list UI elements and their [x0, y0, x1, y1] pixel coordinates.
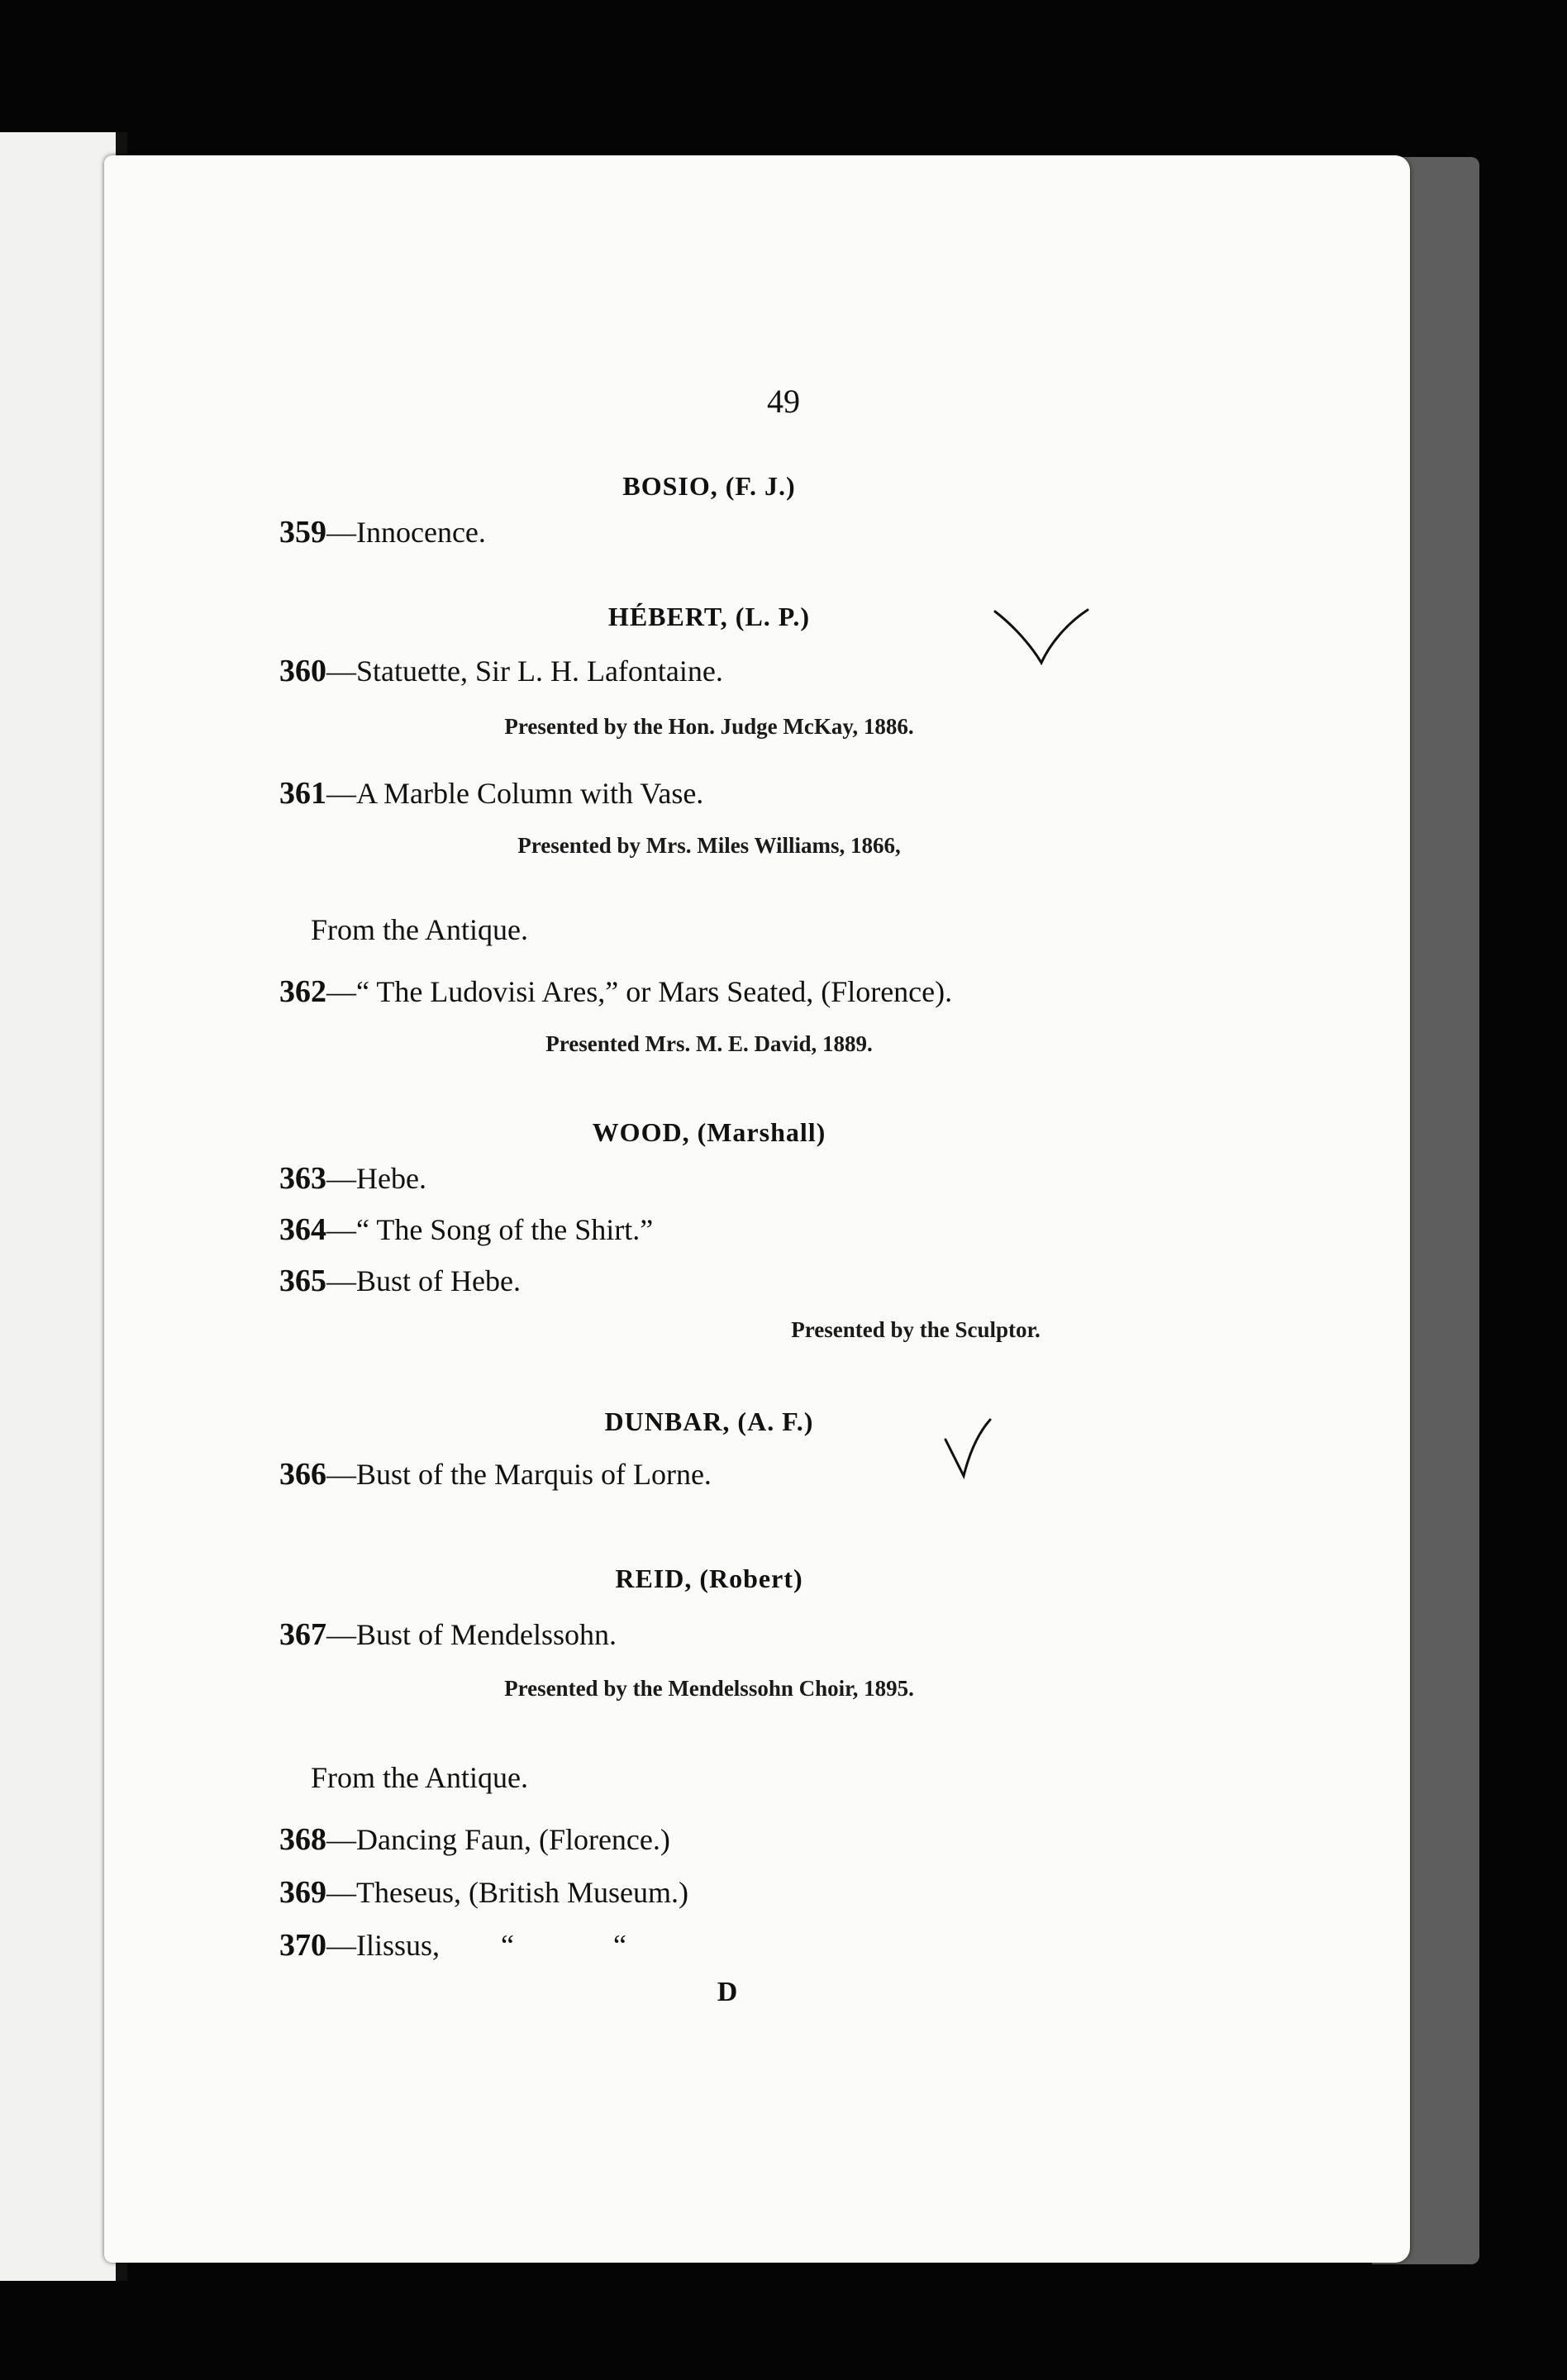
- provenance-note: Presented Mrs. M. E. David, 1889.: [545, 1031, 873, 1056]
- provenance-note: Presented by the Hon. Judge McKay, 1886.: [504, 714, 914, 739]
- entry-368: [279, 1821, 670, 1858]
- provenance-note: Presented by the Mendelssohn Choir, 1895.: [504, 1676, 914, 1701]
- entry-title: —Theseus, (British Museum.): [326, 1876, 688, 1909]
- entry-361: [279, 775, 703, 812]
- entry-362: [279, 973, 952, 1010]
- entry-title: —Statuette, Sir L. H. Lafontaine.: [326, 654, 723, 688]
- entry-title: —Innocence.: [326, 516, 486, 549]
- entry-359: [279, 514, 486, 550]
- provenance-note: Presented by the Sculptor.: [791, 1317, 1041, 1342]
- entry-number: 359: [279, 515, 326, 550]
- subsection-label: From the Antique.: [311, 1761, 528, 1794]
- entry-number: 370: [279, 1928, 326, 1963]
- entry-363: [279, 1160, 426, 1197]
- signature-mark: D: [717, 1977, 738, 2007]
- entry-title: —Ilissus,: [326, 1929, 441, 1962]
- entry-364: [279, 1211, 653, 1248]
- check-mark-icon: [992, 603, 1091, 669]
- entry-365: [279, 1263, 521, 1299]
- entry-370: [279, 1927, 626, 1963]
- entry-number: 360: [279, 654, 326, 688]
- section-heading-hebert: HÉBERT, (L. P.): [607, 602, 811, 631]
- entry-number: 366: [279, 1457, 326, 1492]
- entry-369: [279, 1874, 688, 1911]
- entry-366: [279, 1456, 712, 1492]
- entry-number: 361: [279, 776, 326, 811]
- provenance-note: Presented by Mrs. Miles Williams, 1866,: [517, 833, 901, 858]
- subsection-label: From the Antique.: [311, 913, 528, 946]
- facing-page-edge: [0, 132, 116, 2281]
- entry-number: 363: [279, 1161, 326, 1196]
- entry-title: —Bust of Hebe.: [326, 1264, 521, 1297]
- entry-title: —“ The Ludovisi Ares,” or Mars Seated, (Florence).: [326, 975, 953, 1008]
- entry-360: [279, 653, 723, 689]
- entry-title: —Bust of the Marquis of Lorne.: [326, 1458, 712, 1491]
- entry-title: —Hebe.: [326, 1162, 426, 1195]
- page-number: 49: [767, 383, 800, 420]
- check-mark-icon: [941, 1415, 998, 1481]
- entry-number: 369: [279, 1875, 326, 1910]
- entry-367: [279, 1616, 617, 1653]
- ditto-mark: “: [501, 1929, 515, 1962]
- entry-number: 362: [279, 974, 326, 1009]
- entry-number: 367: [279, 1617, 326, 1652]
- entry-number: 368: [279, 1822, 326, 1857]
- section-heading-reid: REID, (Robert): [615, 1564, 803, 1593]
- entry-title: —“ The Song of the Shirt.”: [326, 1213, 654, 1246]
- ditto-mark: “: [613, 1929, 626, 1962]
- section-heading-dunbar: DUNBAR, (A. F.): [604, 1407, 814, 1436]
- entry-title: —Bust of Mendelssohn.: [326, 1618, 617, 1651]
- entry-title: —Dancing Faun, (Florence.): [326, 1823, 670, 1856]
- entry-number: 364: [279, 1212, 326, 1247]
- entry-number: 365: [279, 1264, 326, 1298]
- section-heading-wood: WOOD, (Marshall): [592, 1117, 826, 1147]
- section-heading-bosio: BOSIO, (F. J.): [622, 471, 796, 501]
- entry-title: —A Marble Column with Vase.: [326, 777, 704, 810]
